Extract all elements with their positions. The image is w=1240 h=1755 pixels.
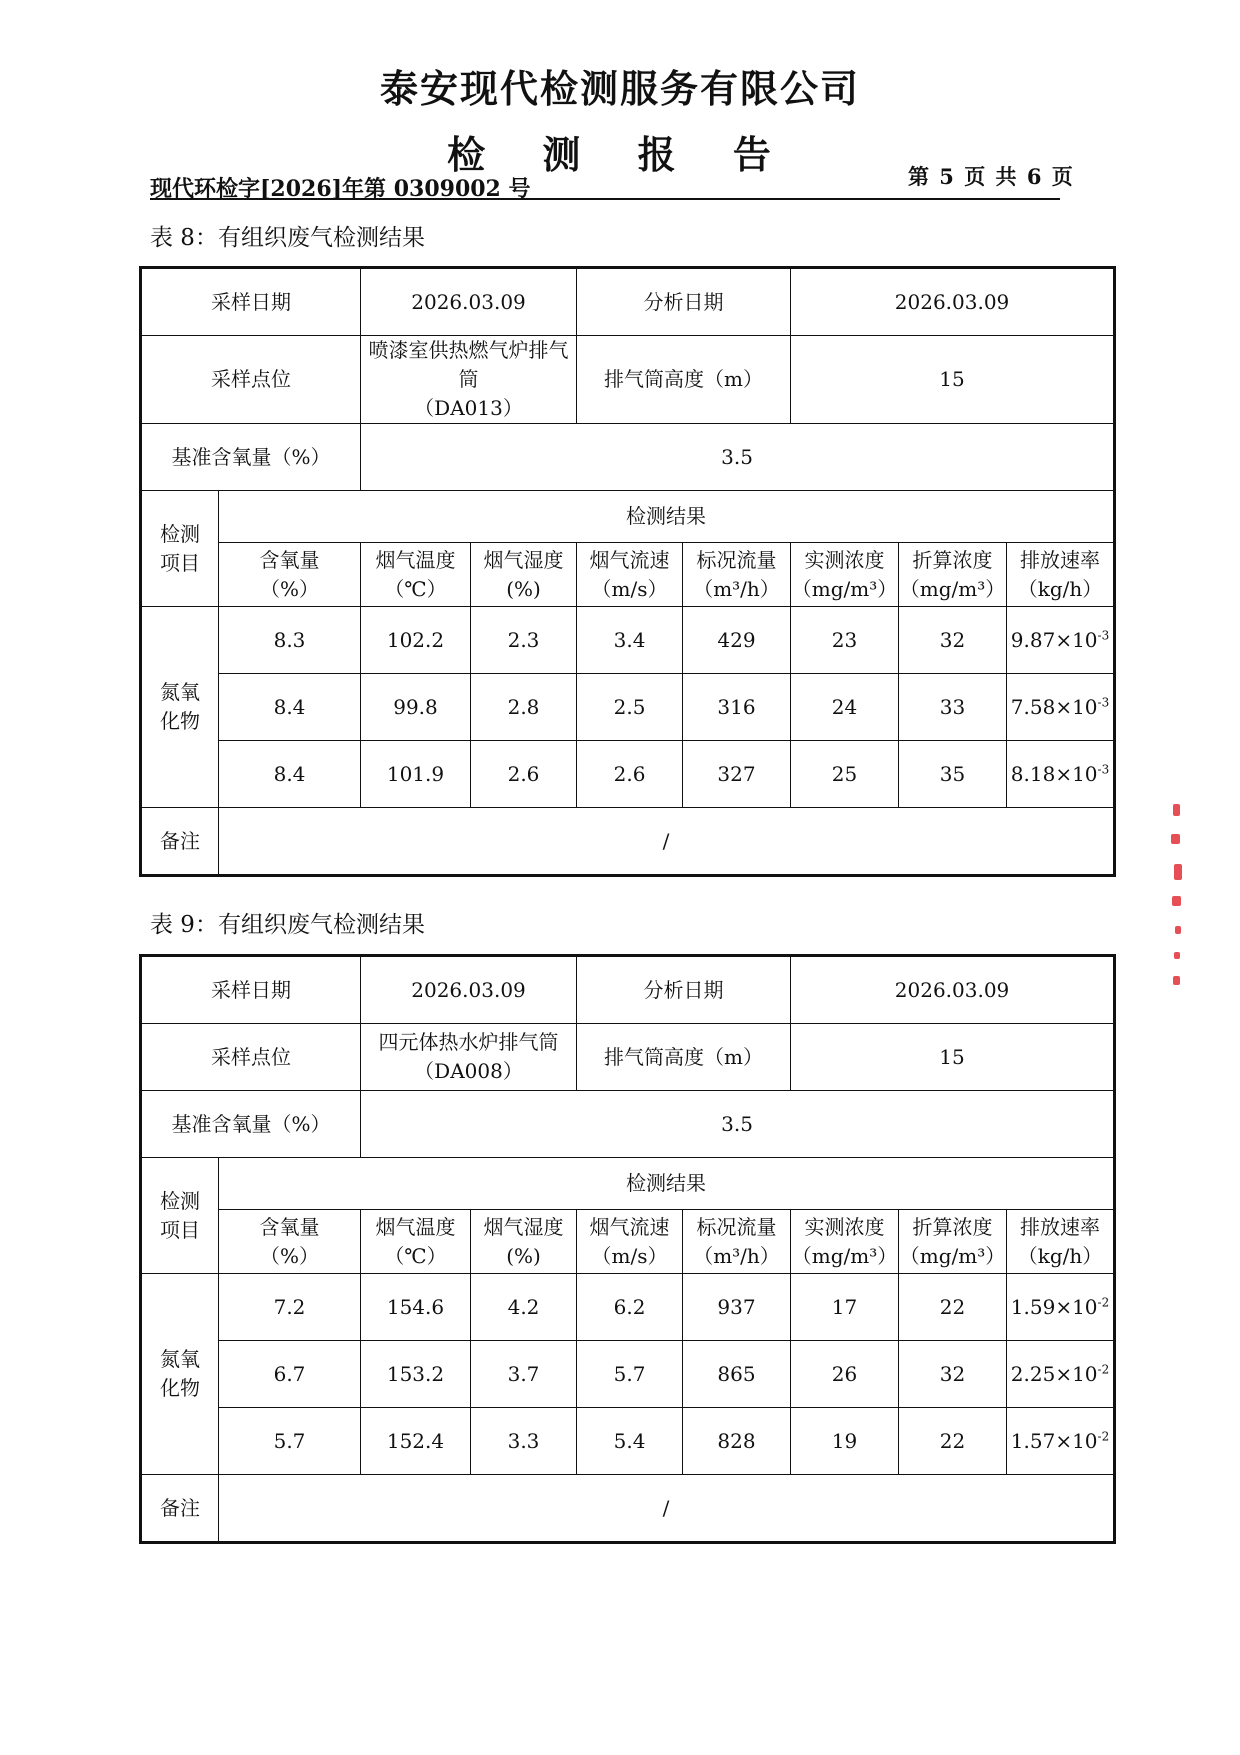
results-heading-row bbox=[141, 1158, 1115, 1210]
table-row bbox=[141, 1274, 1115, 1341]
cell-temperature: 152.4 bbox=[361, 1408, 471, 1475]
sampling-point-label: 采样点位 bbox=[141, 1024, 361, 1091]
cell-converted: 35 bbox=[899, 741, 1007, 808]
point-row bbox=[141, 1024, 1115, 1091]
analysis-date-label: 分析日期 bbox=[577, 956, 791, 1024]
col-header-velocity: 烟气流速 （m/s） bbox=[577, 1210, 683, 1274]
analysis-date-value: 2026.03.09 bbox=[791, 956, 1115, 1024]
cell-velocity: 2.6 bbox=[577, 741, 683, 808]
col-header-temperature: 烟气温度 （℃） bbox=[361, 1210, 471, 1274]
cell-oxygen: 7.2 bbox=[219, 1274, 361, 1341]
reference-oxygen-value: 3.5 bbox=[361, 424, 1115, 491]
col-header-flow: 标况流量 （m³/h） bbox=[683, 1210, 791, 1274]
table-caption: 表 9：有组织废气检测结果 bbox=[150, 912, 425, 938]
cell-rate: $2.25\times 10^{-2}$ bbox=[1007, 1341, 1115, 1408]
col-header-converted: 折算浓度 （mg/m³） bbox=[899, 1210, 1007, 1274]
cell-temperature: 99.8 bbox=[361, 674, 471, 741]
cell-measured: 26 bbox=[791, 1341, 899, 1408]
cell-velocity: 5.7 bbox=[577, 1341, 683, 1408]
col-header-humidity: 烟气湿度 (%) bbox=[471, 1210, 577, 1274]
cell-temperature: 154.6 bbox=[361, 1274, 471, 1341]
results-heading-row bbox=[141, 491, 1115, 543]
col-header-rate: 排放速率 （kg/h） bbox=[1007, 543, 1115, 607]
cell-flow: 865 bbox=[683, 1341, 791, 1408]
sampling-point-value bbox=[361, 336, 577, 424]
cell-humidity: 2.3 bbox=[471, 607, 577, 674]
cell-velocity: 3.4 bbox=[577, 607, 683, 674]
cell-converted: 32 bbox=[899, 607, 1007, 674]
sampling-point-label: 采样点位 bbox=[141, 336, 361, 424]
cell-humidity: 3.7 bbox=[471, 1341, 577, 1408]
company-name: 泰安现代检测服务有限公司 bbox=[379, 66, 860, 111]
remark-row bbox=[141, 808, 1115, 876]
cell-flow: 327 bbox=[683, 741, 791, 808]
col-header-measured: 实测浓度 （mg/m³） bbox=[791, 1210, 899, 1274]
cell-oxygen: 8.4 bbox=[219, 674, 361, 741]
date-row bbox=[141, 956, 1115, 1024]
sampling-date-value: 2026.03.09 bbox=[361, 268, 577, 336]
col-header-converted: 折算浓度 （mg/m³） bbox=[899, 543, 1007, 607]
column-header-row bbox=[141, 543, 1115, 607]
col-header-rate: 排放速率 （kg/h） bbox=[1007, 1210, 1115, 1274]
cell-velocity: 5.4 bbox=[577, 1408, 683, 1475]
sampling-date-label: 采样日期 bbox=[141, 268, 361, 336]
cell-measured: 25 bbox=[791, 741, 899, 808]
col-header-oxygen: 含氧量 （%） bbox=[219, 1210, 361, 1274]
cell-converted: 22 bbox=[899, 1408, 1007, 1475]
table-caption: 表 8：有组织废气检测结果 bbox=[150, 225, 425, 251]
cell-measured: 23 bbox=[791, 607, 899, 674]
cell-flow: 316 bbox=[683, 674, 791, 741]
sampling-point-code: （DA013） bbox=[414, 396, 523, 420]
cell-humidity: 3.3 bbox=[471, 1408, 577, 1475]
stack-height-value: 15 bbox=[791, 336, 1115, 424]
page-indicator: 第 5 页 共 6 页 bbox=[908, 164, 1073, 189]
sampling-date-label: 采样日期 bbox=[141, 956, 361, 1024]
cell-oxygen: 8.3 bbox=[219, 607, 361, 674]
reference-oxygen-value: 3.5 bbox=[361, 1091, 1115, 1158]
cell-humidity: 4.2 bbox=[471, 1274, 577, 1341]
results-heading: 检测结果 bbox=[219, 1158, 1115, 1210]
remark-label: 备注 bbox=[141, 808, 219, 876]
cell-humidity: 2.8 bbox=[471, 674, 577, 741]
table-row bbox=[141, 1408, 1115, 1475]
stack-height-label: 排气筒高度（m） bbox=[577, 1024, 791, 1091]
header-divider bbox=[150, 198, 1060, 200]
column-header-row bbox=[141, 1210, 1115, 1274]
cell-humidity: 2.6 bbox=[471, 741, 577, 808]
test-item-label: 检测 项目 bbox=[141, 491, 219, 607]
remark-value: / bbox=[219, 808, 1115, 876]
cell-measured: 19 bbox=[791, 1408, 899, 1475]
report-number: 现代环检字[2026]年第 0309002 号 bbox=[150, 176, 531, 202]
oxygen-row bbox=[141, 1091, 1115, 1158]
results-heading: 检测结果 bbox=[219, 491, 1115, 543]
remark-row bbox=[141, 1475, 1115, 1543]
stack-height-label: 排气筒高度（m） bbox=[577, 336, 791, 424]
pollutant-name: 氮氧 化物 bbox=[141, 607, 219, 808]
remark-label: 备注 bbox=[141, 1475, 219, 1543]
analysis-date-value: 2026.03.09 bbox=[791, 268, 1115, 336]
analysis-date-label: 分析日期 bbox=[577, 268, 791, 336]
cell-measured: 17 bbox=[791, 1274, 899, 1341]
oxygen-row bbox=[141, 424, 1115, 491]
cell-rate: $9.87\times 10^{-3}$ bbox=[1007, 607, 1115, 674]
reference-oxygen-label: 基准含氧量（%） bbox=[141, 1091, 361, 1158]
col-header-measured: 实测浓度 （mg/m³） bbox=[791, 543, 899, 607]
cell-velocity: 2.5 bbox=[577, 674, 683, 741]
date-row bbox=[141, 268, 1115, 336]
sampling-point-value bbox=[361, 1024, 577, 1091]
col-header-humidity: 烟气湿度 (%) bbox=[471, 543, 577, 607]
col-header-oxygen: 含氧量 （%） bbox=[219, 543, 361, 607]
sampling-point-code: （DA008） bbox=[414, 1059, 523, 1083]
cell-temperature: 153.2 bbox=[361, 1341, 471, 1408]
cell-flow: 429 bbox=[683, 607, 791, 674]
cell-converted: 22 bbox=[899, 1274, 1007, 1341]
sampling-date-value: 2026.03.09 bbox=[361, 956, 577, 1024]
cell-temperature: 101.9 bbox=[361, 741, 471, 808]
remark-value: / bbox=[219, 1475, 1115, 1543]
report-title: 检 测 报 告 bbox=[447, 132, 793, 177]
cell-rate: $1.59\times 10^{-2}$ bbox=[1007, 1274, 1115, 1341]
table-row bbox=[141, 1341, 1115, 1408]
cell-converted: 32 bbox=[899, 1341, 1007, 1408]
sampling-point-name: 喷漆室供热燃气炉排气筒 bbox=[368, 338, 569, 391]
test-item-label: 检测 项目 bbox=[141, 1158, 219, 1274]
point-row bbox=[141, 336, 1115, 424]
cell-oxygen: 6.7 bbox=[219, 1341, 361, 1408]
cell-flow: 828 bbox=[683, 1408, 791, 1475]
seal-stamp-fragment bbox=[1165, 800, 1189, 990]
cell-oxygen: 5.7 bbox=[219, 1408, 361, 1475]
reference-oxygen-label: 基准含氧量（%） bbox=[141, 424, 361, 491]
cell-temperature: 102.2 bbox=[361, 607, 471, 674]
cell-flow: 937 bbox=[683, 1274, 791, 1341]
sampling-point-name: 四元体热水炉排气筒 bbox=[378, 1030, 559, 1054]
cell-rate: $1.57\times 10^{-2}$ bbox=[1007, 1408, 1115, 1475]
table-row bbox=[141, 607, 1115, 674]
stack-height-value: 15 bbox=[791, 1024, 1115, 1091]
col-header-flow: 标况流量 （m³/h） bbox=[683, 543, 791, 607]
pollutant-name: 氮氧 化物 bbox=[141, 1274, 219, 1475]
cell-rate: $8.18\times 10^{-3}$ bbox=[1007, 741, 1115, 808]
results-table bbox=[139, 954, 1116, 1544]
table-row bbox=[141, 741, 1115, 808]
cell-oxygen: 8.4 bbox=[219, 741, 361, 808]
cell-measured: 24 bbox=[791, 674, 899, 741]
cell-velocity: 6.2 bbox=[577, 1274, 683, 1341]
cell-rate: $7.58\times 10^{-3}$ bbox=[1007, 674, 1115, 741]
results-table bbox=[139, 266, 1116, 877]
col-header-temperature: 烟气温度 （℃） bbox=[361, 543, 471, 607]
cell-converted: 33 bbox=[899, 674, 1007, 741]
col-header-velocity: 烟气流速 （m/s） bbox=[577, 543, 683, 607]
table-row bbox=[141, 674, 1115, 741]
